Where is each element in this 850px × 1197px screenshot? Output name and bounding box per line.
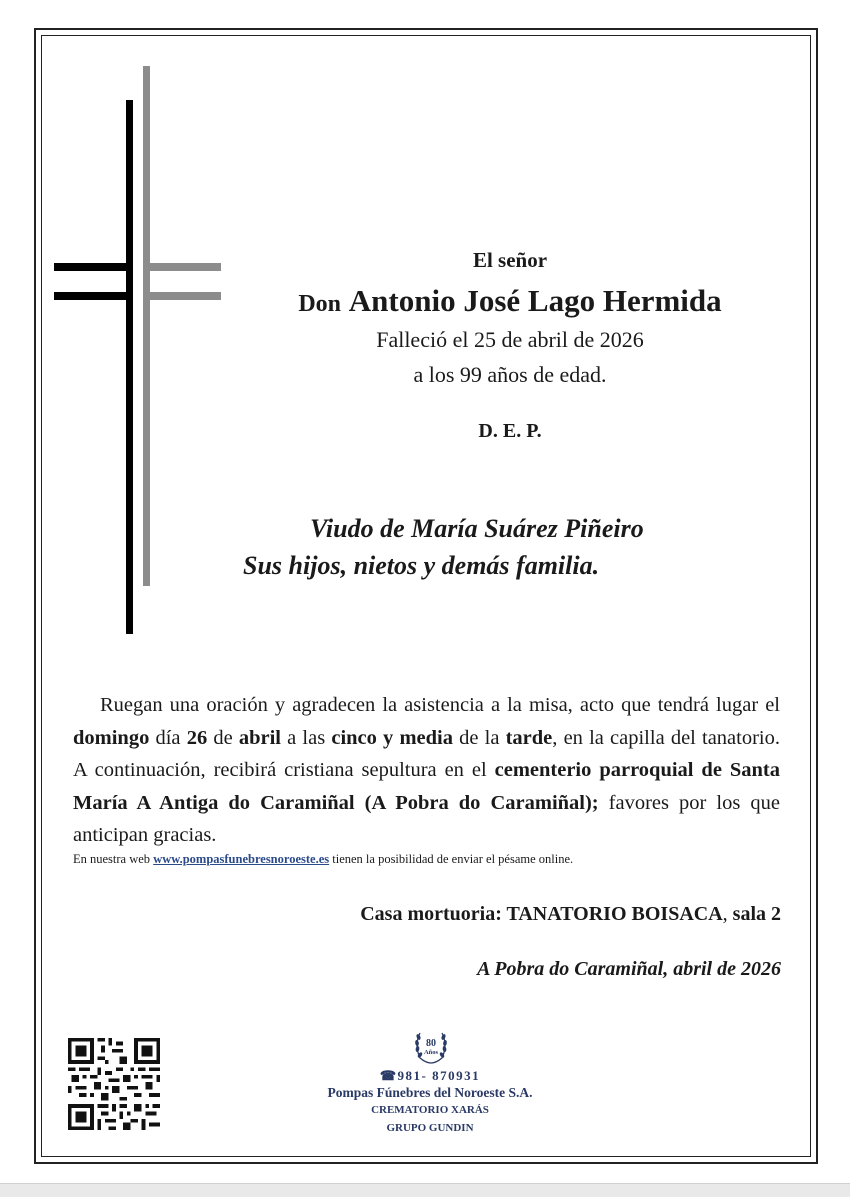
- dep-line: D. E. P.: [478, 420, 542, 442]
- period: tarde: [505, 726, 553, 749]
- phone-line: [280, 1068, 580, 1084]
- phone-icon: ☎: [379, 1068, 398, 1083]
- ceremony-notice: Ruegan una oración y agradecen la asistencia a la misa, acto que tendrá lugar el domingo día 26 de abril a las cinco y media de la tarde, en la capilla del tanatorio. A continuación, recibirá cristiana sepultura en el cementerio parroquial de Santa María A Antiga do Caramiñal (A Pobra do Caramiñal); favores por los que anticipan gracias.: [73, 694, 781, 847]
- qr-code-icon[interactable]: [68, 1038, 160, 1130]
- title-line: El señor: [472, 248, 548, 272]
- web-note: En nuestra web www.pompasfunebresnoroeste.es tienen la posibilidad de enviar el pésame online.: [73, 852, 574, 866]
- company-name: Pompas Fúnebres del Noroeste S.A.: [327, 1085, 533, 1100]
- name-prefix: Don: [298, 291, 342, 317]
- family-line: Sus hijos, nietos y demás familia.: [243, 551, 600, 580]
- inner-border: [41, 35, 811, 1157]
- day-name: domingo: [73, 726, 150, 749]
- death-date: Falleció el 25 de abril de 2026: [376, 327, 644, 352]
- badge-text: Años: [423, 1049, 439, 1056]
- month: abril: [238, 726, 282, 749]
- widower-line: Viudo de María Suárez Piñeiro: [310, 514, 644, 543]
- cemetery: cementerio parroquial de Santa María A Antiga do Caramiñal (A Pobra do Caramiñal);: [73, 759, 781, 814]
- place-date: A Pobra do Caramiñal, abril de 2026: [477, 958, 781, 980]
- deceased-name: Antonio José Lago Hermida: [348, 283, 722, 318]
- deceased-name-line: [230, 283, 790, 319]
- website-link[interactable]: www.pompasfunebresnoroeste.es: [153, 852, 330, 866]
- time: cinco y media: [331, 726, 453, 749]
- phone-number[interactable]: 981- 870931: [397, 1068, 481, 1083]
- day-number: 26: [186, 726, 208, 749]
- age-line: a los 99 años de edad.: [413, 362, 607, 387]
- anniversary-badge-icon: [410, 1025, 452, 1067]
- bottom-strip: [0, 1183, 850, 1197]
- badge-number: 80: [426, 1038, 436, 1049]
- group-name: GRUPO GUNDIN: [386, 1122, 474, 1134]
- funeral-home: Casa mortuoria: TANATORIO BOISACA, sala 2: [360, 903, 781, 925]
- crematorium-name: CREMATORIO XARÁS: [371, 1104, 489, 1116]
